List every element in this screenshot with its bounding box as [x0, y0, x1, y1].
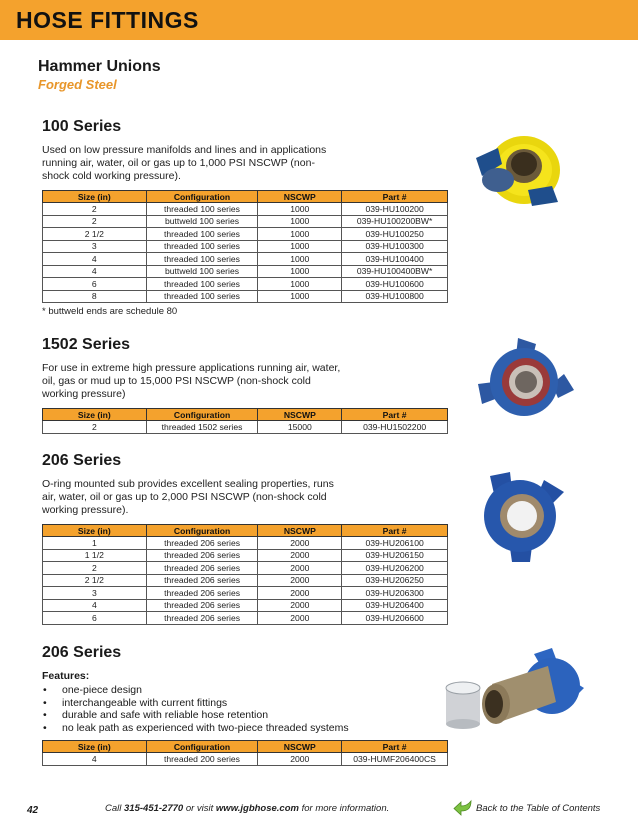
cell-size: 4 — [43, 253, 147, 266]
cell-size: 2 1/2 — [43, 228, 147, 241]
cell-part-number: 039-HU206150 — [342, 549, 448, 562]
cell-part-number: 039-HU100200 — [342, 203, 448, 216]
hammer-union-206-one-piece-image — [440, 646, 592, 732]
cell-part-number: 039-HUMF206400CS — [342, 753, 448, 766]
section-100-series — [42, 118, 448, 317]
contact-prefix: Call — [105, 803, 125, 814]
section-description: For use in extreme high pressure applications running air, water, oil, gas or mud up to 15,000 PSI NSCWP (non-shock cold working pressure) — [42, 362, 341, 400]
table-row — [43, 549, 448, 562]
table-row — [43, 228, 448, 241]
section-206-series-one-piece — [42, 644, 448, 766]
cell-configuration: threaded 100 series — [146, 203, 258, 216]
col-header-nscwp: NSCWP — [258, 191, 342, 203]
page-title: HOSE FITTINGS — [16, 7, 199, 33]
cell-size: 2 — [43, 215, 147, 228]
table-row — [43, 290, 448, 303]
spec-table — [42, 190, 448, 303]
cell-size: 2 — [43, 203, 147, 216]
features-label: Features: — [42, 670, 90, 682]
cell-nscwp: 2000 — [258, 612, 342, 625]
cell-configuration: threaded 206 series — [146, 537, 258, 550]
cell-part-number: 039-HU206100 — [342, 537, 448, 550]
cell-part-number: 039-HU100600 — [342, 278, 448, 291]
category-subtitle: Forged Steel — [38, 77, 117, 92]
cell-nscwp: 1000 — [258, 228, 342, 241]
cell-part-number: 039-HU206400 — [342, 599, 448, 612]
table-row — [43, 753, 448, 766]
cell-size: 6 — [43, 278, 147, 291]
section-title: 206 Series — [42, 644, 122, 661]
spec-table — [42, 740, 448, 766]
col-header-part: Part # — [342, 191, 448, 203]
contact-middle: or visit — [183, 803, 216, 814]
section-description: O-ring mounted sub provides excellent sealing properties, runs air, water, oil or gas up to 2,000 PSI NSCWP (non-shock cold working pressure). — [42, 478, 334, 516]
website-link[interactable]: www.jgbhose.com — [215, 803, 299, 814]
table-row — [43, 599, 448, 612]
spec-table — [42, 524, 448, 625]
table-row — [43, 421, 448, 434]
category-title: Hammer Unions — [38, 58, 161, 75]
cell-size: 4 — [43, 599, 147, 612]
cell-size: 4 — [43, 265, 147, 278]
cell-configuration: threaded 206 series — [146, 549, 258, 562]
cell-nscwp: 2000 — [258, 574, 342, 587]
hammer-union-100-series-image — [468, 120, 568, 208]
table-row — [43, 203, 448, 216]
cell-part-number: 039-HU206300 — [342, 587, 448, 600]
table-row — [43, 562, 448, 575]
table-row — [43, 215, 448, 228]
col-header-part: Part # — [342, 741, 448, 753]
hammer-union-1502-series-image — [468, 334, 578, 428]
toc-link-label: Back to the Table of Contents — [476, 802, 601, 814]
cell-size: 6 — [43, 612, 147, 625]
footer — [0, 796, 638, 826]
cell-size: 1 — [43, 537, 147, 550]
cell-part-number: 039-HU100300 — [342, 240, 448, 253]
cell-configuration: threaded 100 series — [146, 240, 258, 253]
table-row — [43, 240, 448, 253]
spec-table — [42, 408, 448, 434]
feature-item: • one-piece design — [42, 684, 448, 697]
cell-nscwp: 2000 — [258, 537, 342, 550]
cell-size: 1 1/2 — [43, 549, 147, 562]
footnote: * buttweld ends are schedule 80 — [42, 306, 178, 317]
feature-item: • durable and safe with reliable hose retention — [42, 709, 448, 722]
cell-configuration: threaded 206 series — [146, 574, 258, 587]
col-header-configuration: Configuration — [146, 741, 258, 753]
col-header-part: Part # — [342, 409, 448, 421]
section-206-series — [42, 452, 448, 625]
cell-part-number: 039-HU100800 — [342, 290, 448, 303]
cell-configuration: threaded 100 series — [146, 290, 258, 303]
col-header-configuration: Configuration — [146, 191, 258, 203]
section-1502-series — [42, 336, 448, 434]
cell-configuration: threaded 100 series — [146, 253, 258, 266]
cell-nscwp: 1000 — [258, 290, 342, 303]
cell-configuration: threaded 1502 series — [146, 421, 258, 434]
col-header-nscwp: NSCWP — [258, 409, 342, 421]
table-header-row — [43, 741, 448, 753]
table-row — [43, 574, 448, 587]
col-header-configuration: Configuration — [146, 525, 258, 537]
cell-nscwp: 15000 — [258, 421, 342, 434]
table-row — [43, 265, 448, 278]
cell-nscwp: 1000 — [258, 215, 342, 228]
cell-configuration: threaded 200 series — [146, 753, 258, 766]
cell-configuration: buttweld 100 series — [146, 215, 258, 228]
section-title: 206 Series — [42, 452, 122, 469]
cell-nscwp: 2000 — [258, 599, 342, 612]
table-row — [43, 253, 448, 266]
feature-item: • interchangeable with current fittings — [42, 697, 448, 710]
col-header-part: Part # — [342, 525, 448, 537]
table-row — [43, 612, 448, 625]
header-bar — [0, 0, 638, 40]
table-header-row — [43, 409, 448, 421]
back-arrow-icon — [453, 799, 473, 817]
cell-size: 8 — [43, 290, 147, 303]
cell-size: 2 1/2 — [43, 574, 147, 587]
col-header-size: Size (in) — [43, 409, 147, 421]
col-header-size: Size (in) — [43, 741, 147, 753]
cell-part-number: 039-HU100200BW* — [342, 215, 448, 228]
cell-nscwp: 1000 — [258, 265, 342, 278]
cell-configuration: threaded 100 series — [146, 228, 258, 241]
col-header-nscwp: NSCWP — [258, 741, 342, 753]
table-header-row — [43, 191, 448, 203]
cell-size: 3 — [43, 587, 147, 600]
section-title: 1502 Series — [42, 336, 131, 353]
cell-nscwp: 2000 — [258, 549, 342, 562]
table-row — [43, 537, 448, 550]
cell-nscwp: 2000 — [258, 753, 342, 766]
col-header-size: Size (in) — [43, 525, 147, 537]
cell-size: 3 — [43, 240, 147, 253]
page-number: 42 — [27, 805, 39, 816]
phone-number[interactable]: 315-451-2770 — [124, 803, 184, 814]
table-header-row — [43, 525, 448, 537]
cell-part-number: 039-HU1502200 — [342, 421, 448, 434]
features-list — [42, 684, 448, 734]
back-to-toc-link[interactable] — [453, 798, 600, 818]
feature-item: • no leak path as experienced with two-piece threaded systems — [42, 722, 448, 735]
cell-nscwp: 2000 — [258, 562, 342, 575]
cell-configuration: buttweld 100 series — [146, 265, 258, 278]
cell-configuration: threaded 206 series — [146, 612, 258, 625]
col-header-size: Size (in) — [43, 191, 147, 203]
cell-part-number: 039-HU100250 — [342, 228, 448, 241]
cell-configuration: threaded 206 series — [146, 587, 258, 600]
cell-part-number: 039-HU206250 — [342, 574, 448, 587]
cell-configuration: threaded 100 series — [146, 278, 258, 291]
col-header-configuration: Configuration — [146, 409, 258, 421]
cell-size: 2 — [43, 421, 147, 434]
cell-size: 4 — [43, 753, 147, 766]
hammer-union-206-series-image — [470, 470, 570, 562]
section-description: Used on low pressure manifolds and lines and in applications running air, water, oil or gas up to 1,000 PSI NSCWP (non-shock cold working pressure). — [42, 144, 327, 182]
cell-size: 2 — [43, 562, 147, 575]
cell-configuration: threaded 206 series — [146, 599, 258, 612]
cell-nscwp: 2000 — [258, 587, 342, 600]
cell-part-number: 039-HU206200 — [342, 562, 448, 575]
section-title: 100 Series — [42, 118, 122, 135]
cell-part-number: 039-HU206600 — [342, 612, 448, 625]
contact-suffix: for more information. — [298, 803, 390, 814]
cell-nscwp: 1000 — [258, 278, 342, 291]
cell-part-number: 039-HU100400BW* — [342, 265, 448, 278]
cell-configuration: threaded 206 series — [146, 562, 258, 575]
table-row — [43, 278, 448, 291]
col-header-nscwp: NSCWP — [258, 525, 342, 537]
contact-line — [105, 803, 389, 814]
cell-part-number: 039-HU100400 — [342, 253, 448, 266]
cell-nscwp: 1000 — [258, 253, 342, 266]
table-row — [43, 587, 448, 600]
cell-nscwp: 1000 — [258, 203, 342, 216]
cell-nscwp: 1000 — [258, 240, 342, 253]
